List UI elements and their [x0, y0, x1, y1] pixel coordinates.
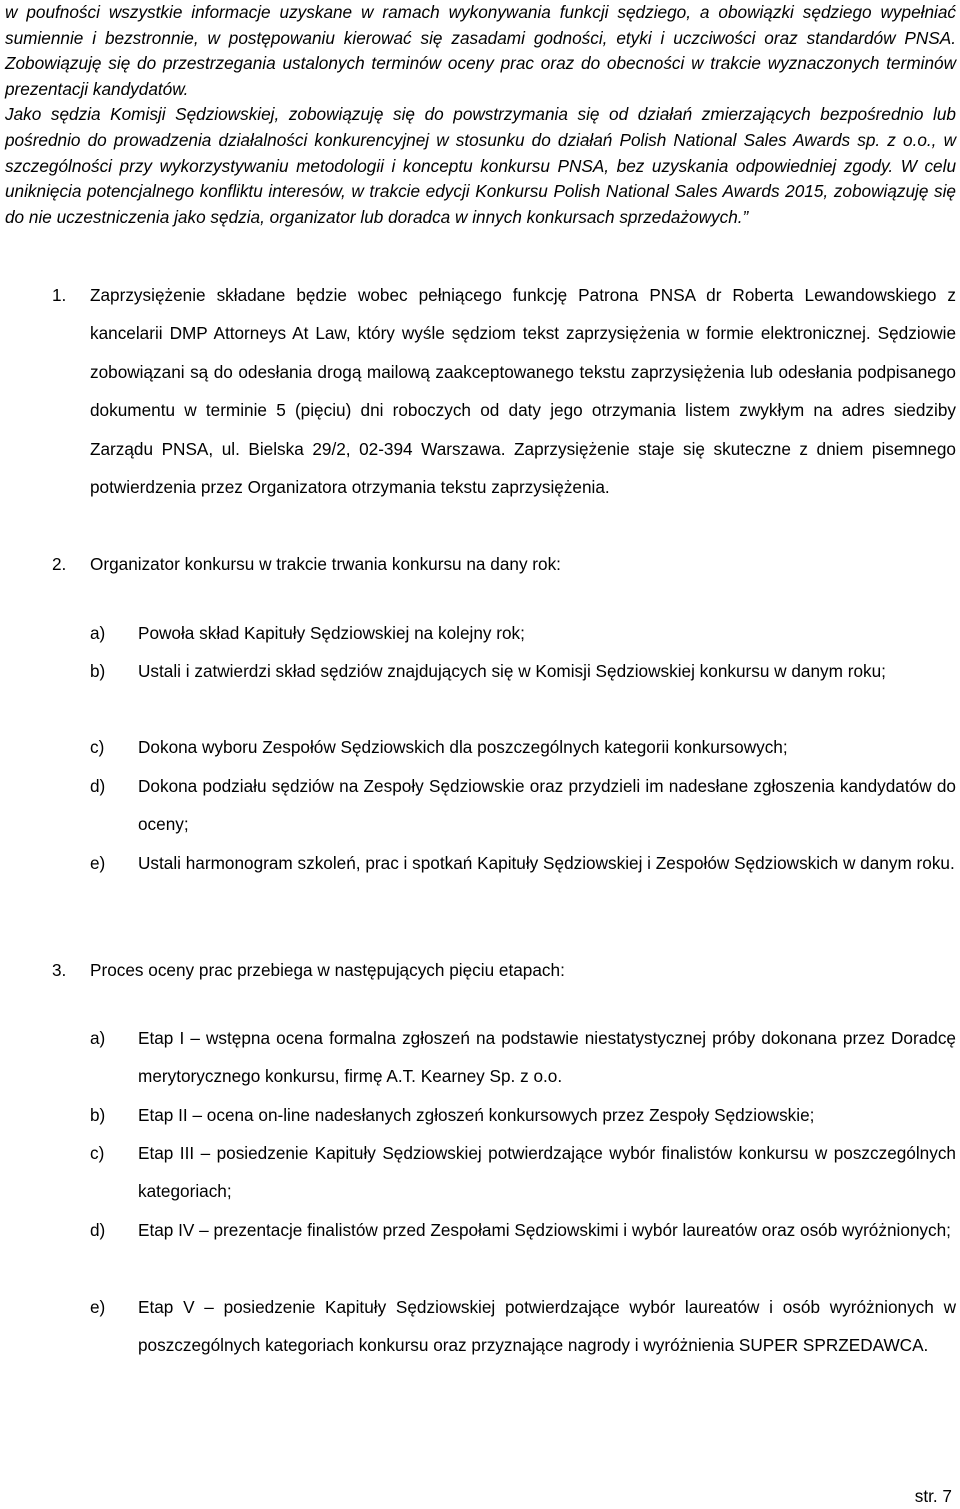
list-item-text: Ustali i zatwierdzi skład sędziów znajdujących się w Komisji Sędziowskiej konkursu w danym roku; — [138, 661, 886, 681]
list-item-text: Etap I – wstępna ocena formalna zgłoszeń na podstawie niestatystycznej próby dokonana przez Doradcę merytorycznego konkursu, firmę A.T. Kearney Sp. z o.o. — [138, 1028, 956, 1087]
list-item-letter: a) — [90, 623, 106, 643]
item-text: Proces oceny prac przebiega w następujących pięciu etapach: — [90, 960, 565, 980]
list-item-letter: a) — [90, 1028, 106, 1048]
list-item-letter: d) — [90, 776, 106, 796]
list-item-letter: d) — [90, 1220, 106, 1240]
list-item-text: Etap IV – prezentacje finalistów przed Zespołami Sędziowskimi i wybór laureatów oraz osób wyróżnionych; — [138, 1220, 951, 1240]
item-number: 2. — [52, 554, 67, 574]
item-text: Organizator konkursu w trakcie trwania konkursu na dany rok: — [90, 554, 561, 574]
item-text: Zaprzysiężenie składane będzie wobec pełniącego funkcję Patrona PNSA dr Roberta Lewandowskiego z kancelarii DMP Attorneys At Law, który wyśle sędziom tekst zaprzysiężenia w formie elektronicznej. Sędziowie zobowiązani są do odesłania drogą mailową zaakceptowanego tekstu zaprzysiężenia lub odesłania podpisanego dokumentu w terminie 5 (pięciu) dni roboczych od daty jego otrzymania listem zwykłym na adres siedziby Zarządu PNSA, ul. Bielska 29/2, 02-394 Warszawa. Zaprzysiężenie staje się skuteczne z dniem pisemnego potwierdzenia przez Organizatora otrzymania tekstu zaprzysiężenia. — [90, 285, 956, 498]
oath-text-block — [5, 0, 956, 230]
list-item-text: Powoła skład Kapituły Sędziowskiej na kolejny rok; — [138, 623, 525, 643]
list-item-text: Ustali harmonogram szkoleń, prac i spotkań Kapituły Sędziowskiej i Zespołów Sędziowskich w danym roku. — [138, 853, 955, 873]
item-number: 1. — [52, 285, 67, 305]
list-item-letter: e) — [90, 853, 106, 873]
page-number: str. 7 — [914, 1486, 952, 1506]
item-number: 3. — [52, 960, 67, 980]
oath-paragraph-2: Jako sędzia Komisji Sędziowskiej, zobowiązuję się do powstrzymania się od działań zmierzających bezpośrednio lub pośrednio do prowadzenia działalności konkurencyjnej w stosunku do działań Polish National Sales Awards sp. z o.o., w szczególności przy wykorzystywaniu metodologii i konceptu konkursu PNSA, bez uzyskania odpowiedniej zgody. W celu uniknięcia potencjalnego konfliktu interesów, w trakcie edycji Konkursu Polish National Sales Awards 2015, zobowiązuję się do nie uczestniczenia jako sędzia, organizator lub doradca w innych konkursach sprzedażowych.” — [5, 104, 956, 227]
oath-paragraph-1: w poufności wszystkie informacje uzyskane w ramach wykonywania funkcji sędziego, a obowiązki sędziego wypełniać sumiennie i bezstronnie, w postępowaniu kierować się zasadami godności, etyki i uczciwości oraz standardów PNSA. Zobowiązuję się do przestrzegania ustalonych terminów oceny prac oraz do obecności w trakcie wyznaczonych terminów prezentacji kandydatów. — [5, 2, 956, 99]
list-item-letter: b) — [90, 661, 106, 681]
list-item-text: Etap III – posiedzenie Kapituły Sędziowskiej potwierdzające wybór finalistów konkursu w poszczególnych kategoriach; — [138, 1143, 956, 1202]
list-item-letter: c) — [90, 1143, 105, 1163]
list-item-text: Etap V – posiedzenie Kapituły Sędziowskiej potwierdzające wybór laureatów i osób wyróżnionych w poszczególnych kategoriach konkursu oraz przyznające nagrody i wyróżnienia SUPER SPRZEDAWCA. — [138, 1297, 956, 1356]
list-item-letter: e) — [90, 1297, 106, 1317]
list-item-text: Dokona wyboru Zespołów Sędziowskich dla poszczególnych kategorii konkursowych; — [138, 737, 788, 757]
list-item-letter: b) — [90, 1105, 106, 1125]
list-item-text: Etap II – ocena on-line nadesłanych zgłoszeń konkursowych przez Zespoły Sędziowskie; — [138, 1105, 815, 1125]
list-item-letter: c) — [90, 737, 105, 757]
list-item-text: Dokona podziału sędziów na Zespoły Sędziowskie oraz przydzieli im nadesłane zgłoszenia kandydatów do oceny; — [138, 776, 956, 835]
